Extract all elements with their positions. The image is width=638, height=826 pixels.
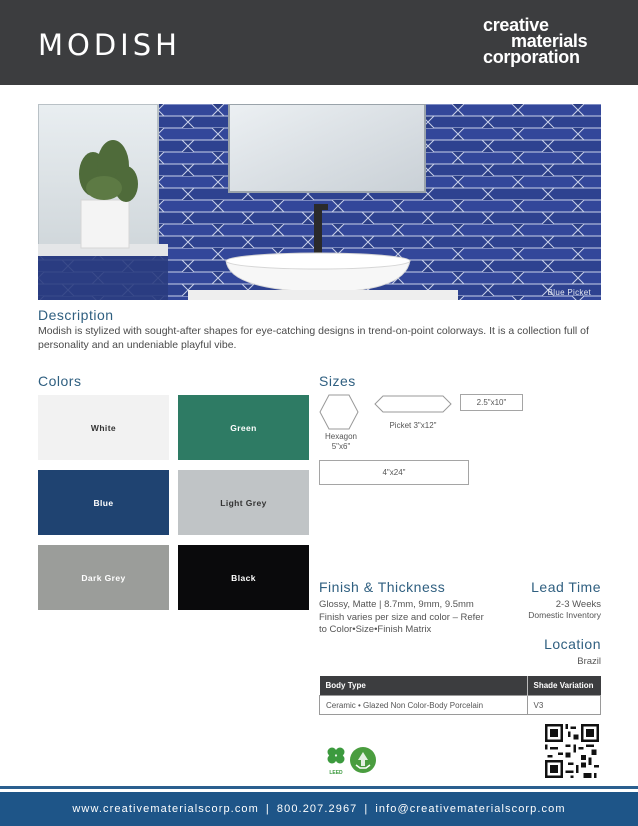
swatch-label-dark-grey: Dark Grey bbox=[81, 572, 126, 583]
header-body-type: Body Type bbox=[320, 676, 528, 696]
swatch-label-black: Black bbox=[231, 572, 256, 583]
finish-details bbox=[319, 599, 494, 637]
size-2-5x10: 2.5"x10" bbox=[460, 394, 523, 411]
footer-divider bbox=[0, 786, 638, 789]
footer-email-link[interactable]: info@creativematerialscorp.com bbox=[375, 803, 566, 815]
cell-body-type: Ceramic • Glazed Non Color-Body Porcelain bbox=[320, 696, 528, 715]
swatch-label-light-grey: Light Grey bbox=[220, 497, 267, 508]
logo-line-1: creative bbox=[483, 15, 549, 35]
hero-image bbox=[38, 104, 601, 300]
bathroom-scene-illustration bbox=[38, 104, 601, 300]
hexagon-shape-icon bbox=[319, 394, 359, 430]
header-shade-variation: Shade Variation bbox=[527, 676, 601, 696]
location-heading: Location bbox=[544, 636, 601, 652]
sizes-heading: Sizes bbox=[319, 373, 356, 389]
description-heading: Description bbox=[38, 307, 114, 323]
footer-phone[interactable]: 800.207.2967 bbox=[276, 803, 358, 815]
swatch-dark-grey bbox=[38, 545, 169, 610]
swatch-label-blue: Blue bbox=[93, 497, 114, 508]
lead-time-value: 2-3 Weeks bbox=[555, 599, 601, 610]
spec-table-header bbox=[320, 676, 601, 696]
hero-caption: Blue Picket bbox=[547, 288, 591, 297]
logo-line-2: materials bbox=[511, 31, 588, 51]
lead-time-note: Domestic Inventory bbox=[528, 610, 601, 620]
leed-text: LEED bbox=[329, 770, 343, 776]
swatch-label-green: Green bbox=[230, 422, 257, 433]
location-value: Brazil bbox=[577, 656, 601, 667]
swatch-light-grey bbox=[178, 470, 309, 535]
swatch-white bbox=[38, 395, 169, 460]
footer-website-link[interactable]: www.creativematerialscorp.com bbox=[72, 803, 259, 815]
spec-table bbox=[319, 676, 601, 715]
company-logo bbox=[483, 17, 587, 65]
colors-heading: Colors bbox=[38, 373, 82, 389]
picket-shape-icon bbox=[374, 395, 452, 413]
leed-badge-icon bbox=[326, 747, 346, 776]
finish-heading: Finish & Thickness bbox=[319, 579, 446, 595]
footer-separator: | bbox=[265, 803, 270, 815]
swatch-label-white: White bbox=[90, 422, 117, 433]
swatch-blue bbox=[38, 470, 169, 535]
qr-code-icon bbox=[545, 724, 599, 778]
finish-line-1: Glossy, Matte | 8.7mm, 9mm, 9.5mm bbox=[319, 599, 474, 610]
size-4x24: 4"x24" bbox=[319, 460, 469, 485]
clover-icon bbox=[326, 747, 346, 765]
header bbox=[0, 0, 638, 85]
swatch-green bbox=[178, 395, 309, 460]
recycle-icon bbox=[349, 746, 377, 774]
page-title: MODISH bbox=[38, 28, 181, 62]
footer-separator: | bbox=[364, 803, 369, 815]
lead-time-heading: Lead Time bbox=[531, 579, 601, 595]
hexagon-label bbox=[318, 432, 364, 452]
table-row bbox=[320, 696, 601, 715]
hexagon-label-name: Hexagon bbox=[324, 432, 358, 441]
finish-line-2: Finish varies per size and color – Refer to Color•Size•Finish Matrix bbox=[319, 611, 484, 635]
hexagon-label-size: 5"x6" bbox=[331, 442, 351, 451]
description-text: Modish is stylized with sought-after shapes for eye-catching designs in trend-on-point colorways. It is a collection full of personality and an undeniable playful vibe. bbox=[38, 325, 589, 351]
swatch-black bbox=[178, 545, 309, 610]
cell-shade-variation: V3 bbox=[527, 696, 601, 715]
logo-line-3: corporation bbox=[483, 47, 580, 67]
picket-label: Picket 3"x12" bbox=[389, 421, 437, 430]
footer bbox=[0, 792, 638, 826]
